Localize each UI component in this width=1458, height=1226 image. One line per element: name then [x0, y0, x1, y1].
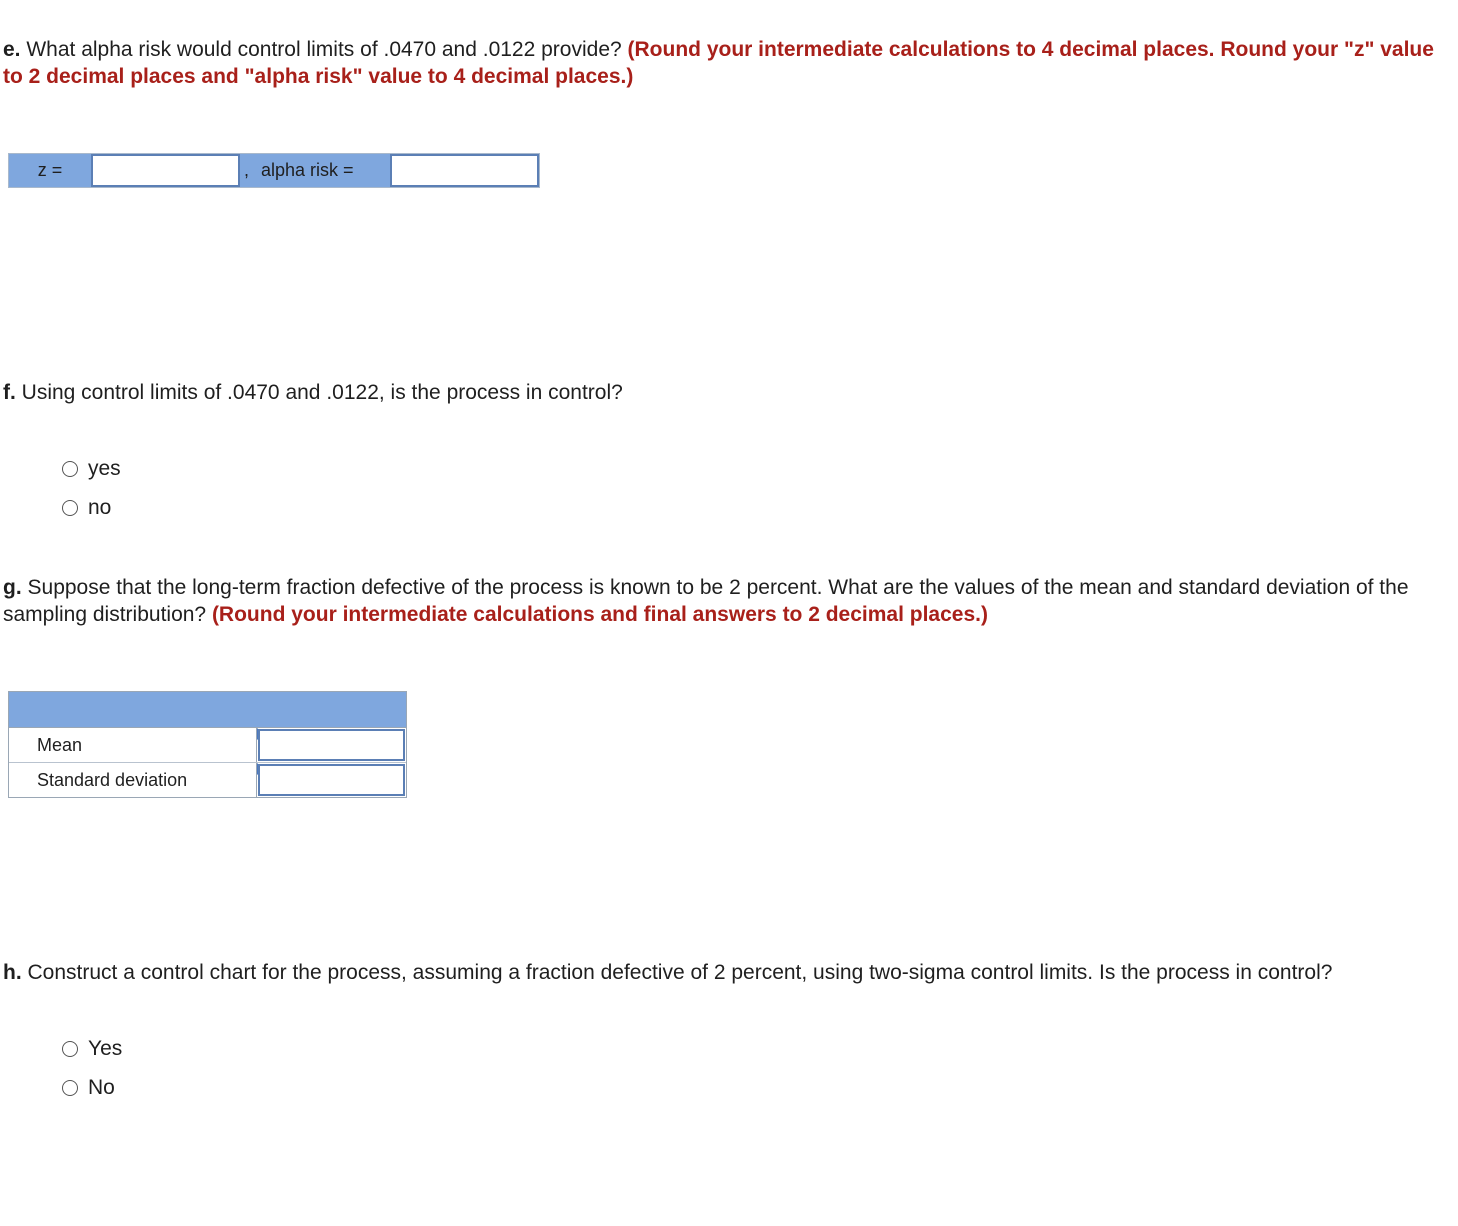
question-h-text: Construct a control chart for the process, assuming a fraction defective of 2 percent, using two-sigma control limits. Is the process in control?: [21, 961, 1333, 984]
question-f-text: Using control limits of .0470 and .0122, is the process in control?: [15, 381, 623, 404]
sd-input-cell: [257, 763, 406, 797]
table-row-sd: [9, 763, 406, 797]
radio-circle-icon[interactable]: [62, 461, 78, 477]
sd-input[interactable]: [258, 764, 405, 796]
z-input-wrap: [91, 154, 240, 187]
radio-circle-icon[interactable]: [62, 1080, 78, 1096]
question-e-letter: e.: [3, 38, 21, 61]
comma-separator: ,: [244, 160, 250, 180]
radio-option-f-no[interactable]: [62, 496, 111, 520]
mean-input-cell: [257, 728, 406, 762]
radio-label: No: [88, 1076, 115, 1099]
question-g-letter: g.: [3, 576, 22, 599]
alpha-input-wrap: [390, 154, 539, 187]
question-g: [3, 574, 1443, 628]
mean-input[interactable]: [258, 729, 405, 761]
question-e-text: What alpha risk would control limits of .0470 and .0122 provide?: [20, 38, 622, 61]
question-e: [3, 36, 1443, 90]
alpha-risk-input[interactable]: [390, 154, 539, 187]
radio-label: yes: [88, 457, 121, 480]
question-e-instruction: (Round your intermediate calculations to 4 decimal places. Round your "z" value to 2 decimal places and "alpha risk" value to 4 decimal places.): [3, 38, 1434, 88]
sd-label: Standard deviation: [9, 763, 257, 797]
table-header: [9, 692, 406, 728]
z-label: z =: [9, 154, 91, 187]
question-h-letter: h.: [3, 961, 22, 984]
z-alpha-row: [8, 153, 540, 188]
radio-label: Yes: [88, 1037, 123, 1060]
radio-option-h-yes[interactable]: [62, 1037, 122, 1061]
alpha-label-cell: [240, 154, 390, 187]
radio-option-f-yes[interactable]: [62, 457, 121, 481]
radio-option-h-no[interactable]: [62, 1076, 115, 1100]
mean-label: Mean: [9, 728, 257, 762]
alpha-label: alpha risk =: [261, 160, 354, 180]
radio-label: no: [88, 496, 112, 519]
question-h: [3, 959, 1443, 986]
radio-circle-icon[interactable]: [62, 500, 78, 516]
radio-circle-icon[interactable]: [62, 1041, 78, 1057]
question-f: [3, 379, 1443, 406]
mean-sd-table: [8, 691, 407, 798]
z-input[interactable]: [91, 154, 240, 187]
question-f-letter: f.: [3, 381, 16, 404]
question-g-text: Suppose that the long-term fraction defective of the process is known to be 2 percent. What are the values of the mean and standard deviation of the sampling distribution?: [3, 576, 1409, 626]
table-row-mean: [9, 728, 406, 763]
question-g-instruction: (Round your intermediate calculations and final answers to 2 decimal places.): [206, 603, 988, 626]
